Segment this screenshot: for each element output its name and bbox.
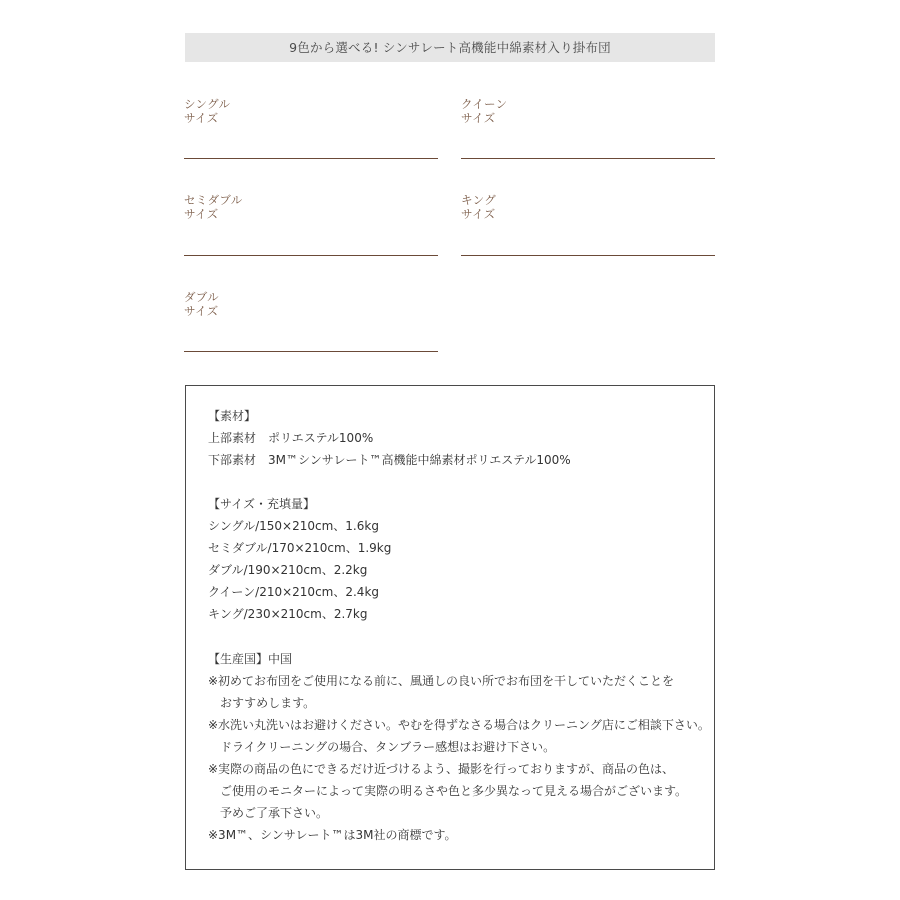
size-single: [184, 97, 438, 161]
size-king-caption: サイズ: [461, 207, 496, 221]
size-queen: [461, 97, 715, 161]
note-airing-cont: おすすめします。: [220, 696, 316, 710]
note-airing: ※初めてお布団をご使用になる前に、風通しの良い所でお布団を干していただくことを: [208, 674, 675, 688]
page-title: 9色から選べる! シンサレート高機能中綿素材入り掛布団: [185, 33, 715, 62]
size-double: [184, 290, 438, 354]
note-washing-cont: ドライクリーニングの場合、タンブラー感想はお避け下さい。: [220, 740, 556, 754]
size-king-divider: [461, 255, 715, 256]
size-single-name: シングル: [184, 97, 231, 111]
size-semi-double-divider: [184, 255, 438, 256]
size-single-caption: サイズ: [184, 111, 219, 125]
product-info-box: [185, 385, 715, 870]
size-line-single: シングル/150×210cm、1.6kg: [208, 519, 379, 533]
size-line-king: キング/230×210cm、2.7kg: [208, 607, 368, 621]
note-trademark: ※3M™、シンサレート™は3M社の商標です。: [208, 828, 457, 842]
size-semi-double-name: セミダブル: [184, 193, 243, 207]
size-heading: 【サイズ・充填量】: [208, 497, 316, 511]
size-queen-name: クイーン: [461, 97, 508, 111]
material-bottom: 下部素材 3M™シンサレート™高機能中綿素材ポリエステル100%: [208, 453, 571, 467]
size-king: [461, 193, 715, 257]
size-king-name: キング: [461, 193, 497, 207]
note-washing: ※水洗い丸洗いはお避けください。やむを得ずなさる場合はクリーニング店にご相談下さい。: [208, 718, 710, 732]
origin-country: 【生産国】中国: [208, 652, 293, 666]
note-color: ※実際の商品の色にできるだけ近づけるよう、撮影を行っておりますが、商品の色は、: [208, 762, 675, 776]
note-color-cont: ご使用のモニターによって実際の明るさや色と多少異なって見える場合がございます。: [220, 784, 688, 798]
note-color-cont-2: 予めご了承下さい。: [220, 806, 329, 820]
size-line-queen: クイーン/210×210cm、2.4kg: [208, 585, 380, 599]
material-top: 上部素材 ポリエステル100%: [208, 431, 374, 445]
size-queen-caption: サイズ: [461, 111, 496, 125]
size-line-double: ダブル/190×210cm、2.2kg: [208, 563, 368, 577]
size-double-divider: [184, 351, 438, 352]
size-double-caption: サイズ: [184, 304, 219, 318]
size-single-divider: [184, 158, 438, 159]
size-semi-double: [184, 193, 438, 257]
size-queen-divider: [461, 158, 715, 159]
size-line-semi-double: セミダブル/170×210cm、1.9kg: [208, 541, 392, 555]
size-double-name: ダブル: [184, 290, 219, 304]
material-heading: 【素材】: [208, 409, 257, 423]
size-semi-double-caption: サイズ: [184, 207, 219, 221]
